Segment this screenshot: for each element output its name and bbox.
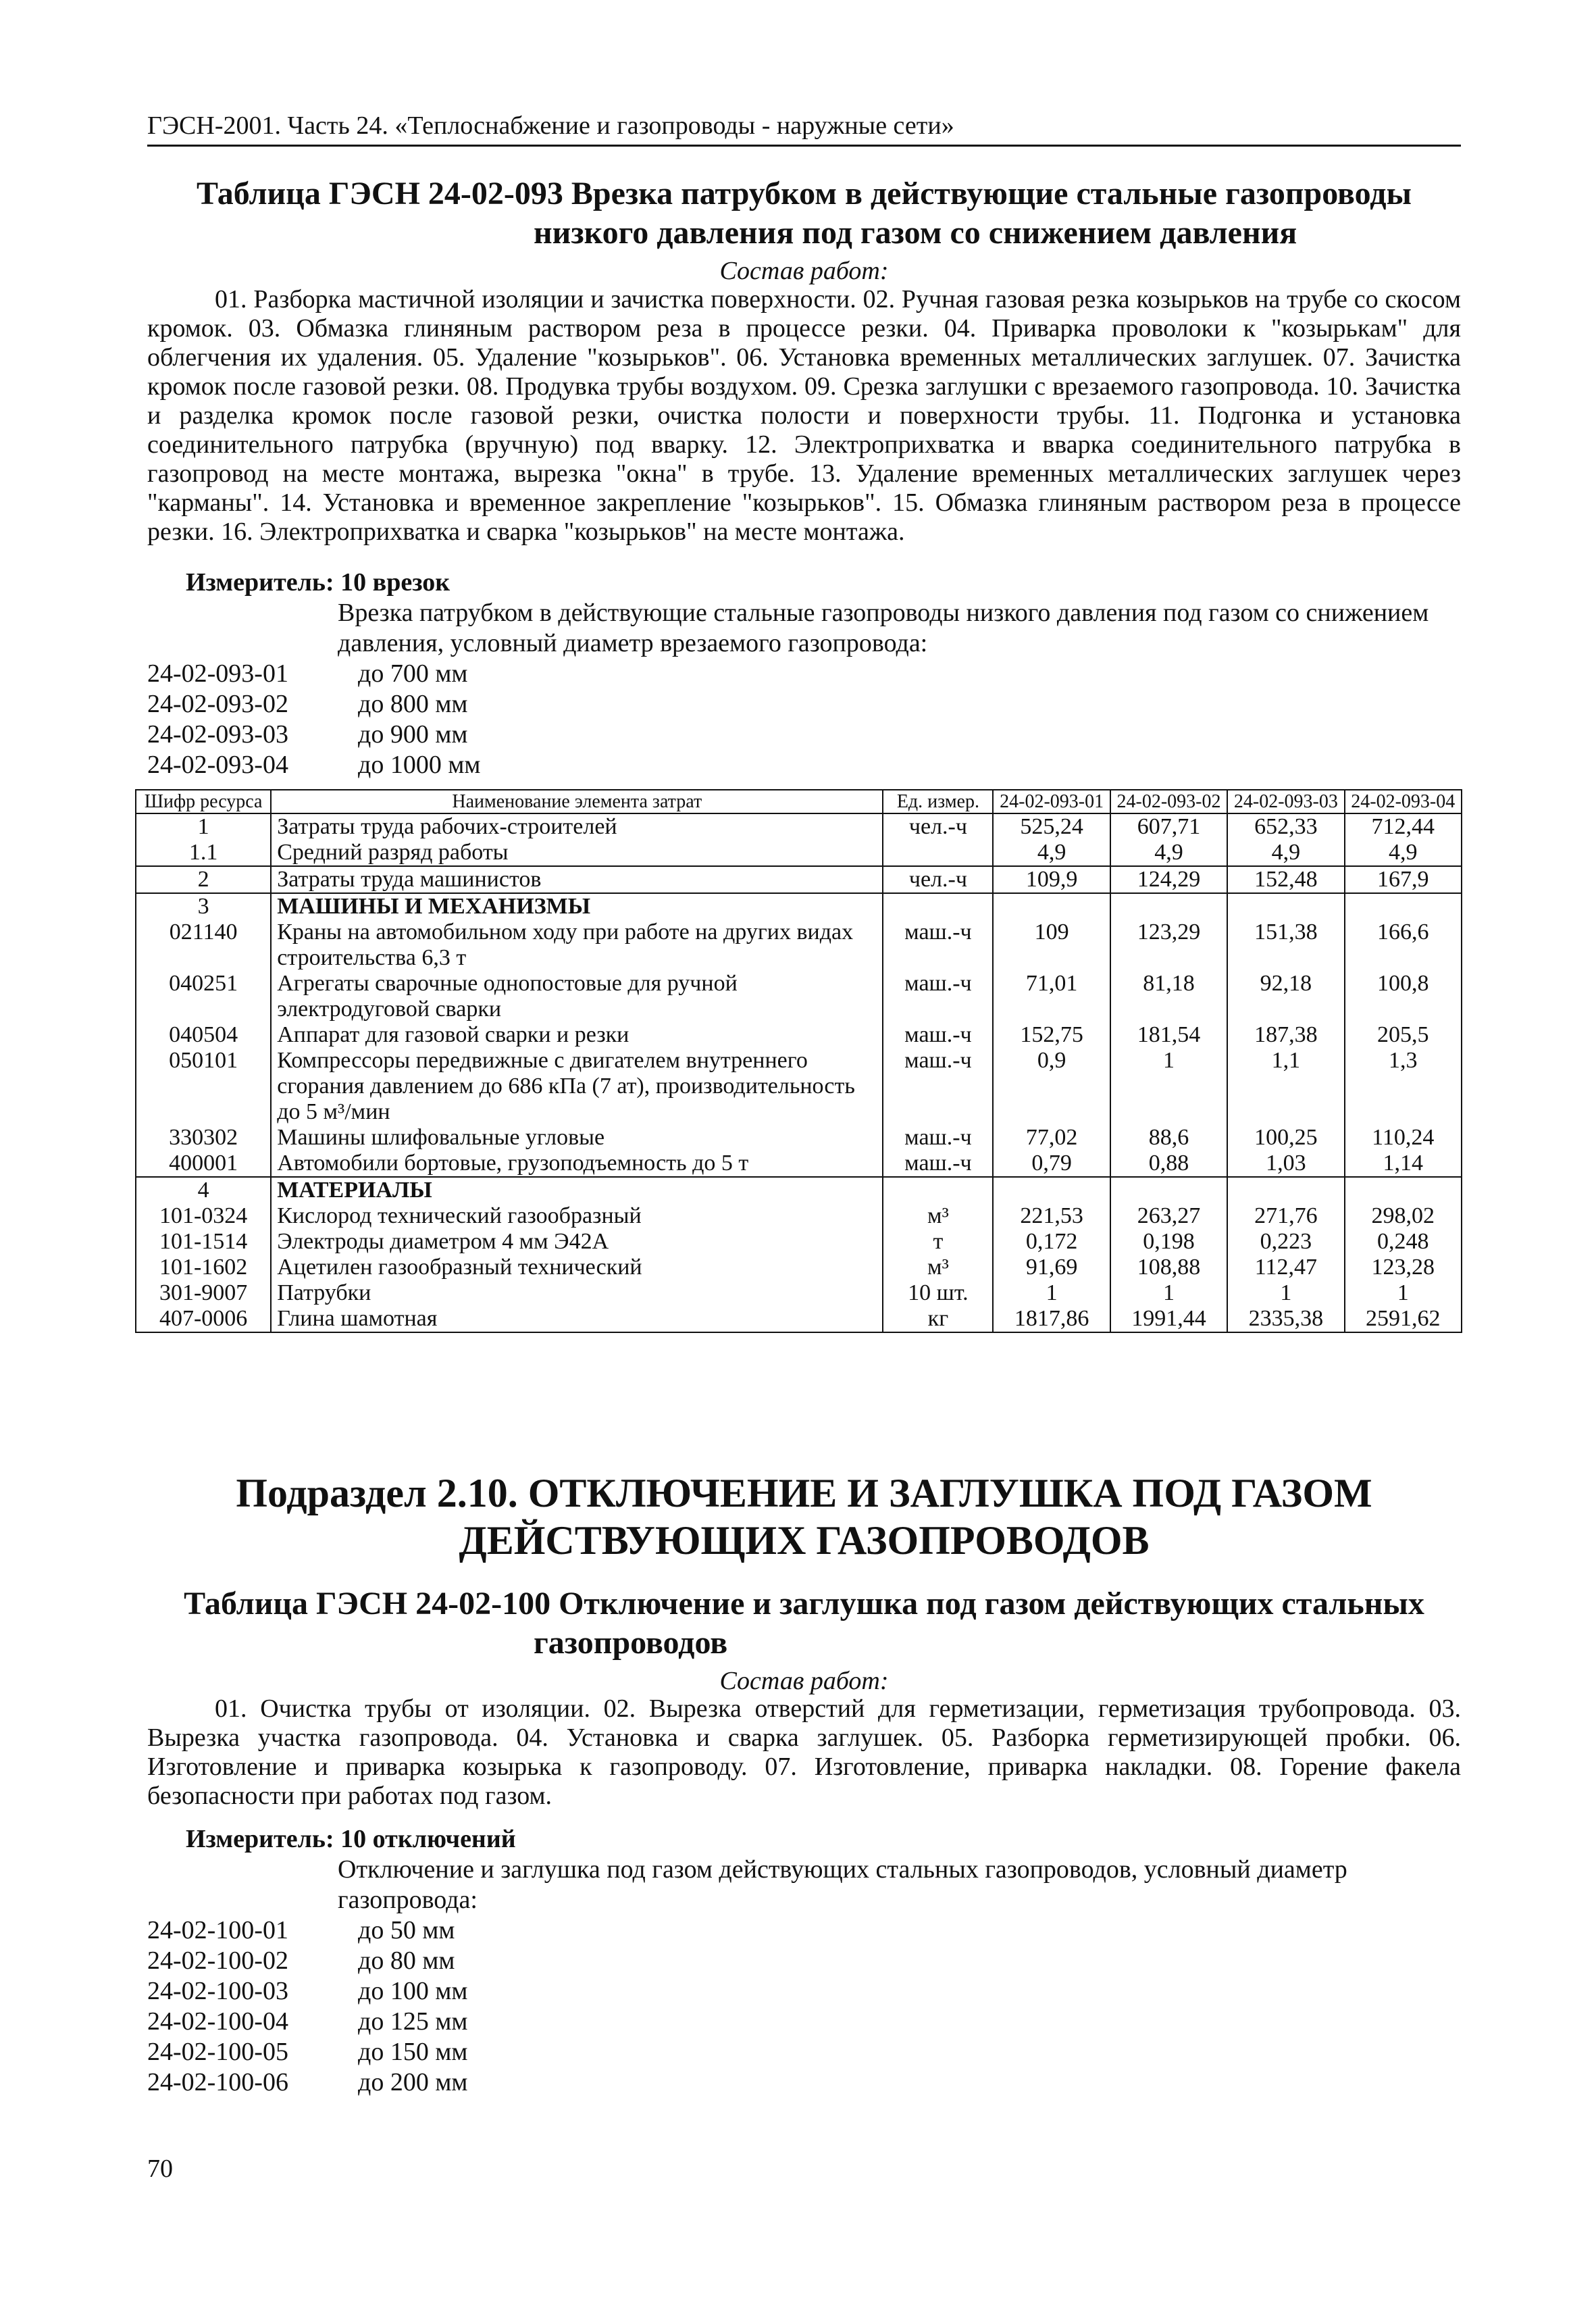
code-desc: до 50 мм xyxy=(358,1916,455,1944)
code: 24-02-093-04 xyxy=(147,751,288,779)
code-desc: до 900 мм xyxy=(358,720,468,749)
cell-unit: маш.-ч xyxy=(883,1151,993,1177)
cell-value: 123,28 xyxy=(1345,1255,1462,1280)
cell-value: 712,44 xyxy=(1345,813,1462,840)
header-col3: 24-02-093-03 xyxy=(1227,790,1344,813)
code-desc: до 100 мм xyxy=(358,1977,468,2005)
table2-sostav-text: 01. Очистка трубы от изоляции. 02. Вырезка отверстий для герметизации, герметизация трубопровода. 03. Вырезка участка газопровода. 04. Установка и сварка заглушек. 05. Разборка герметизирующей пробки. 06. Изготовление и приварка козырька к газопроводу. 07. Изготовление, приварка накладки. 08. Горение факела безопасности при работах под газом. xyxy=(147,1694,1461,1810)
cell-value: 4,9 xyxy=(1345,840,1462,866)
table-row xyxy=(136,840,1462,866)
table2-intro: Отключение и заглушка под газом действующих стальных газопроводов, условный диаметр газопровода: xyxy=(338,1855,1347,1914)
code-row xyxy=(147,1946,467,1976)
code-row xyxy=(147,2037,467,2067)
cell-unit: маш.-ч xyxy=(883,1125,993,1151)
cell-name: Машины шлифовальные угловые xyxy=(271,1125,883,1151)
table-row xyxy=(136,866,1462,893)
cell-value: 112,47 xyxy=(1227,1255,1344,1280)
code: 24-02-100-05 xyxy=(147,2038,288,2066)
cell-value: 1 xyxy=(1110,1280,1227,1306)
cell-unit: 10 шт. xyxy=(883,1280,993,1306)
cell-value: 81,18 xyxy=(1110,971,1227,1022)
code: 24-02-093-02 xyxy=(147,690,288,718)
code-desc: до 150 мм xyxy=(358,2038,468,2066)
table1-code-list xyxy=(147,659,480,780)
cell-value: 124,29 xyxy=(1110,866,1227,893)
cell-code: 3 xyxy=(136,893,271,920)
table2-title-line1: Таблица ГЭСН 24-02-100 Отключение и заглушка под газом действующих стальных xyxy=(184,1586,1424,1621)
cell-code: 040251 xyxy=(136,971,271,1022)
cell-value: 0,223 xyxy=(1227,1229,1344,1255)
cell-value: 2335,38 xyxy=(1227,1306,1344,1332)
cell-value: 100,25 xyxy=(1227,1125,1344,1151)
cell-name: Автомобили бортовые, грузоподъемность до 5 т xyxy=(271,1151,883,1177)
cell-value: 181,54 xyxy=(1110,1022,1227,1048)
header-code: Шифр ресурса xyxy=(136,790,271,813)
cell-unit: маш.-ч xyxy=(883,1022,993,1048)
cell-empty xyxy=(883,1177,993,1203)
group-title-materials: МАТЕРИАЛЫ xyxy=(271,1177,883,1203)
cell-value: 205,5 xyxy=(1345,1022,1462,1048)
cell-code: 101-1514 xyxy=(136,1229,271,1255)
cell-unit: т xyxy=(883,1229,993,1255)
table1-intro: Врезка патрубком в действующие стальные газопроводы низкого давления под газом со снижением давления, условный диаметр врезаемого газопровода: xyxy=(338,599,1429,657)
cell-unit: маш.-ч xyxy=(883,971,993,1022)
cell-name: Патрубки xyxy=(271,1280,883,1306)
table-row xyxy=(136,1203,1462,1229)
cell-value: 263,27 xyxy=(1110,1203,1227,1229)
cell-value: 1 xyxy=(1110,1048,1227,1125)
header-col1: 24-02-093-01 xyxy=(993,790,1110,813)
cell-code: 021140 xyxy=(136,920,271,971)
cell-code: 040504 xyxy=(136,1022,271,1048)
code-row xyxy=(147,2007,467,2037)
cell-name: Аппарат для газовой сварки и резки xyxy=(271,1022,883,1048)
cell-empty xyxy=(883,893,993,920)
cell-value: 92,18 xyxy=(1227,971,1344,1022)
cell-value: 607,71 xyxy=(1110,813,1227,840)
table-row xyxy=(136,920,1462,971)
cell-value: 1,3 xyxy=(1345,1048,1462,1125)
cell-name: Затраты труда рабочих-строителей xyxy=(271,813,883,840)
code-row xyxy=(147,1976,467,2007)
cell-value: 1 xyxy=(1227,1280,1344,1306)
cell-value: 166,6 xyxy=(1345,920,1462,971)
cell-code: 2 xyxy=(136,866,271,893)
table-row xyxy=(136,1306,1462,1332)
code: 24-02-100-01 xyxy=(147,1916,288,1944)
cell-value: 123,29 xyxy=(1110,920,1227,971)
cell-code: 301-9007 xyxy=(136,1280,271,1306)
cell-empty xyxy=(993,893,1110,920)
cell-value: 91,69 xyxy=(993,1255,1110,1280)
code: 24-02-100-03 xyxy=(147,1977,288,2005)
cell-empty xyxy=(1227,893,1344,920)
code-row xyxy=(147,750,480,780)
cell-code: 407-0006 xyxy=(136,1306,271,1332)
code-desc: до 125 мм xyxy=(358,2007,468,2036)
code-desc: до 800 мм xyxy=(358,690,468,718)
cell-value: 1 xyxy=(993,1280,1110,1306)
cell-value: 525,24 xyxy=(993,813,1110,840)
running-head: ГЭСН-2001. Часть 24. «Теплоснабжение и газопроводы - наружные сети» xyxy=(147,109,1461,147)
cell-value: 187,38 xyxy=(1227,1022,1344,1048)
cell-code: 050101 xyxy=(136,1048,271,1125)
cell-unit: чел.-ч xyxy=(883,866,993,893)
cell-value: 1817,86 xyxy=(993,1306,1110,1332)
code-row xyxy=(147,2067,467,2098)
cell-value: 221,53 xyxy=(993,1203,1110,1229)
table1-sostav-label: Состав работ: xyxy=(719,257,889,285)
header-name: Наименование элемента затрат xyxy=(271,790,883,813)
cell-value: 1,1 xyxy=(1227,1048,1344,1125)
subsection-title-line2: ДЕЙСТВУЮЩИХ ГАЗОПРОВОДОВ xyxy=(459,1518,1150,1563)
cell-code: 400001 xyxy=(136,1151,271,1177)
table2-code-list xyxy=(147,1915,467,2098)
cell-empty xyxy=(1345,1177,1462,1203)
cell-value: 109,9 xyxy=(993,866,1110,893)
cell-empty xyxy=(993,1177,1110,1203)
cell-code: 101-1602 xyxy=(136,1255,271,1280)
table1-title-line2: низкого давления под газом со снижением давления xyxy=(534,215,1297,251)
table-row xyxy=(136,893,1462,920)
cell-value: 1,03 xyxy=(1227,1151,1344,1177)
table-row xyxy=(136,1280,1462,1306)
cell-value: 1,14 xyxy=(1345,1151,1462,1177)
code-desc: до 200 мм xyxy=(358,2068,468,2096)
code-desc: до 80 мм xyxy=(358,1946,455,1975)
header-col4: 24-02-093-04 xyxy=(1345,790,1462,813)
cell-unit: чел.-ч xyxy=(883,813,993,840)
table1-sostav-text: 01. Разборка мастичной изоляции и зачистка поверхности. 02. Ручная газовая резка козырьков на трубе со скосом кромок. 03. Обмазка глиняным раствором реза в процессе резки. 04. Приварка проволоки к "козырькам" для облегчения их удаления. 05. Удаление "козырьков". 06. Установка временных металлических заглушек. 07. Зачистка кромок после газовой резки. 08. Продувка трубы воздухом. 09. Срезка заглушки с врезаемого газопровода. 10. Зачистка и разделка кромок после газовой резки, очистка полости и поверхности трубы. 11. Подгонка и установка соединительного патрубка (вручную) под вварку. 12. Электроприхватка и вварка соединительного патрубка в газопровод на месте монтажа, вырезка "окна" в трубе. 13. Удаление временных металлических заглушек через "карманы". 14. Установка и временное закрепление "козырьков". 15. Обмазка глиняным раствором реза в процессе резки. 16. Электроприхватка и сварка "козырьков" на месте монтажа. xyxy=(147,285,1461,546)
cell-name: Глина шамотная xyxy=(271,1306,883,1332)
cell-value: 0,248 xyxy=(1345,1229,1462,1255)
cell-value: 4,9 xyxy=(1227,840,1344,866)
resource-table xyxy=(135,789,1462,1333)
table-row xyxy=(136,1022,1462,1048)
cell-value: 0,198 xyxy=(1110,1229,1227,1255)
table1-title-line1: Таблица ГЭСН 24-02-093 Врезка патрубком в действующие стальные газопроводы xyxy=(196,176,1412,211)
table1-meter: Измеритель: 10 врезок xyxy=(186,568,451,597)
cell-value: 71,01 xyxy=(993,971,1110,1022)
cell-code: 330302 xyxy=(136,1125,271,1151)
code-desc: до 700 мм xyxy=(358,659,468,688)
code: 24-02-093-01 xyxy=(147,659,288,688)
page-number: 70 xyxy=(147,2155,173,2183)
cell-value: 4,9 xyxy=(1110,840,1227,866)
cell-value: 109 xyxy=(993,920,1110,971)
cell-unit xyxy=(883,840,993,866)
table-row xyxy=(136,1125,1462,1151)
subsection-title-line1: Подраздел 2.10. ОТКЛЮЧЕНИЕ И ЗАГЛУШКА ПОД ГАЗОМ xyxy=(236,1471,1372,1515)
table-row xyxy=(136,971,1462,1022)
table-header-row xyxy=(136,790,1462,813)
cell-value: 100,8 xyxy=(1345,971,1462,1022)
cell-empty xyxy=(1227,1177,1344,1203)
cell-unit: м³ xyxy=(883,1203,993,1229)
code-row xyxy=(147,659,480,689)
cell-value: 1 xyxy=(1345,1280,1462,1306)
header-unit: Ед. измер. xyxy=(883,790,993,813)
cell-name: Затраты труда машинистов xyxy=(271,866,883,893)
table-row xyxy=(136,1151,1462,1177)
code-row xyxy=(147,720,480,750)
code-row xyxy=(147,1915,467,1946)
cell-value: 0,88 xyxy=(1110,1151,1227,1177)
table2-sostav-label: Состав работ: xyxy=(719,1667,889,1695)
cell-code: 4 xyxy=(136,1177,271,1203)
cell-empty xyxy=(1345,893,1462,920)
table-row xyxy=(136,813,1462,840)
code-desc: до 1000 мм xyxy=(358,751,481,779)
cell-code: 1 xyxy=(136,813,271,840)
cell-value: 77,02 xyxy=(993,1125,1110,1151)
table-row xyxy=(136,1048,1462,1125)
cell-value: 110,24 xyxy=(1345,1125,1462,1151)
cell-value: 88,6 xyxy=(1110,1125,1227,1151)
cell-unit: маш.-ч xyxy=(883,1048,993,1125)
code: 24-02-100-04 xyxy=(147,2007,288,2036)
cell-value: 108,88 xyxy=(1110,1255,1227,1280)
cell-value: 0,172 xyxy=(993,1229,1110,1255)
code-row xyxy=(147,689,480,720)
cell-value: 1991,44 xyxy=(1110,1306,1227,1332)
cell-unit: м³ xyxy=(883,1255,993,1280)
cell-unit: кг xyxy=(883,1306,993,1332)
cell-code: 1.1 xyxy=(136,840,271,866)
code: 24-02-100-02 xyxy=(147,1946,288,1975)
cell-name: Электроды диаметром 4 мм Э42А xyxy=(271,1229,883,1255)
cell-name: Краны на автомобильном ходу при работе на других видах строительства 6,3 т xyxy=(271,920,883,971)
cell-value: 298,02 xyxy=(1345,1203,1462,1229)
code: 24-02-093-03 xyxy=(147,720,288,749)
cell-value: 271,76 xyxy=(1227,1203,1344,1229)
code: 24-02-100-06 xyxy=(147,2068,288,2096)
cell-empty xyxy=(1110,893,1227,920)
cell-name: Агрегаты сварочные однопостовые для ручной электродуговой сварки xyxy=(271,971,883,1022)
table-row xyxy=(136,1229,1462,1255)
cell-name: Средний разряд работы xyxy=(271,840,883,866)
cell-name: Ацетилен газообразный технический xyxy=(271,1255,883,1280)
cell-unit: маш.-ч xyxy=(883,920,993,971)
table-row xyxy=(136,1177,1462,1203)
cell-value: 0,79 xyxy=(993,1151,1110,1177)
cell-code: 101-0324 xyxy=(136,1203,271,1229)
cell-value: 652,33 xyxy=(1227,813,1344,840)
cell-value: 4,9 xyxy=(993,840,1110,866)
table-row xyxy=(136,1255,1462,1280)
header-col2: 24-02-093-02 xyxy=(1110,790,1227,813)
cell-value: 0,9 xyxy=(993,1048,1110,1125)
cell-name: Компрессоры передвижные с двигателем внутреннего сгорания давлением до 686 кПа (7 ат), производительность до 5 м³/мин xyxy=(271,1048,883,1125)
cell-value: 152,75 xyxy=(993,1022,1110,1048)
cell-empty xyxy=(1110,1177,1227,1203)
table2-meter: Измеритель: 10 отключений xyxy=(186,1825,516,1853)
cell-value: 152,48 xyxy=(1227,866,1344,893)
group-title-machines: МАШИНЫ И МЕХАНИЗМЫ xyxy=(271,893,883,920)
cell-value: 151,38 xyxy=(1227,920,1344,971)
cell-name: Кислород технический газообразный xyxy=(271,1203,883,1229)
cell-value: 167,9 xyxy=(1345,866,1462,893)
cell-value: 2591,62 xyxy=(1345,1306,1462,1332)
table2-title-line2: газопроводов xyxy=(534,1625,728,1661)
